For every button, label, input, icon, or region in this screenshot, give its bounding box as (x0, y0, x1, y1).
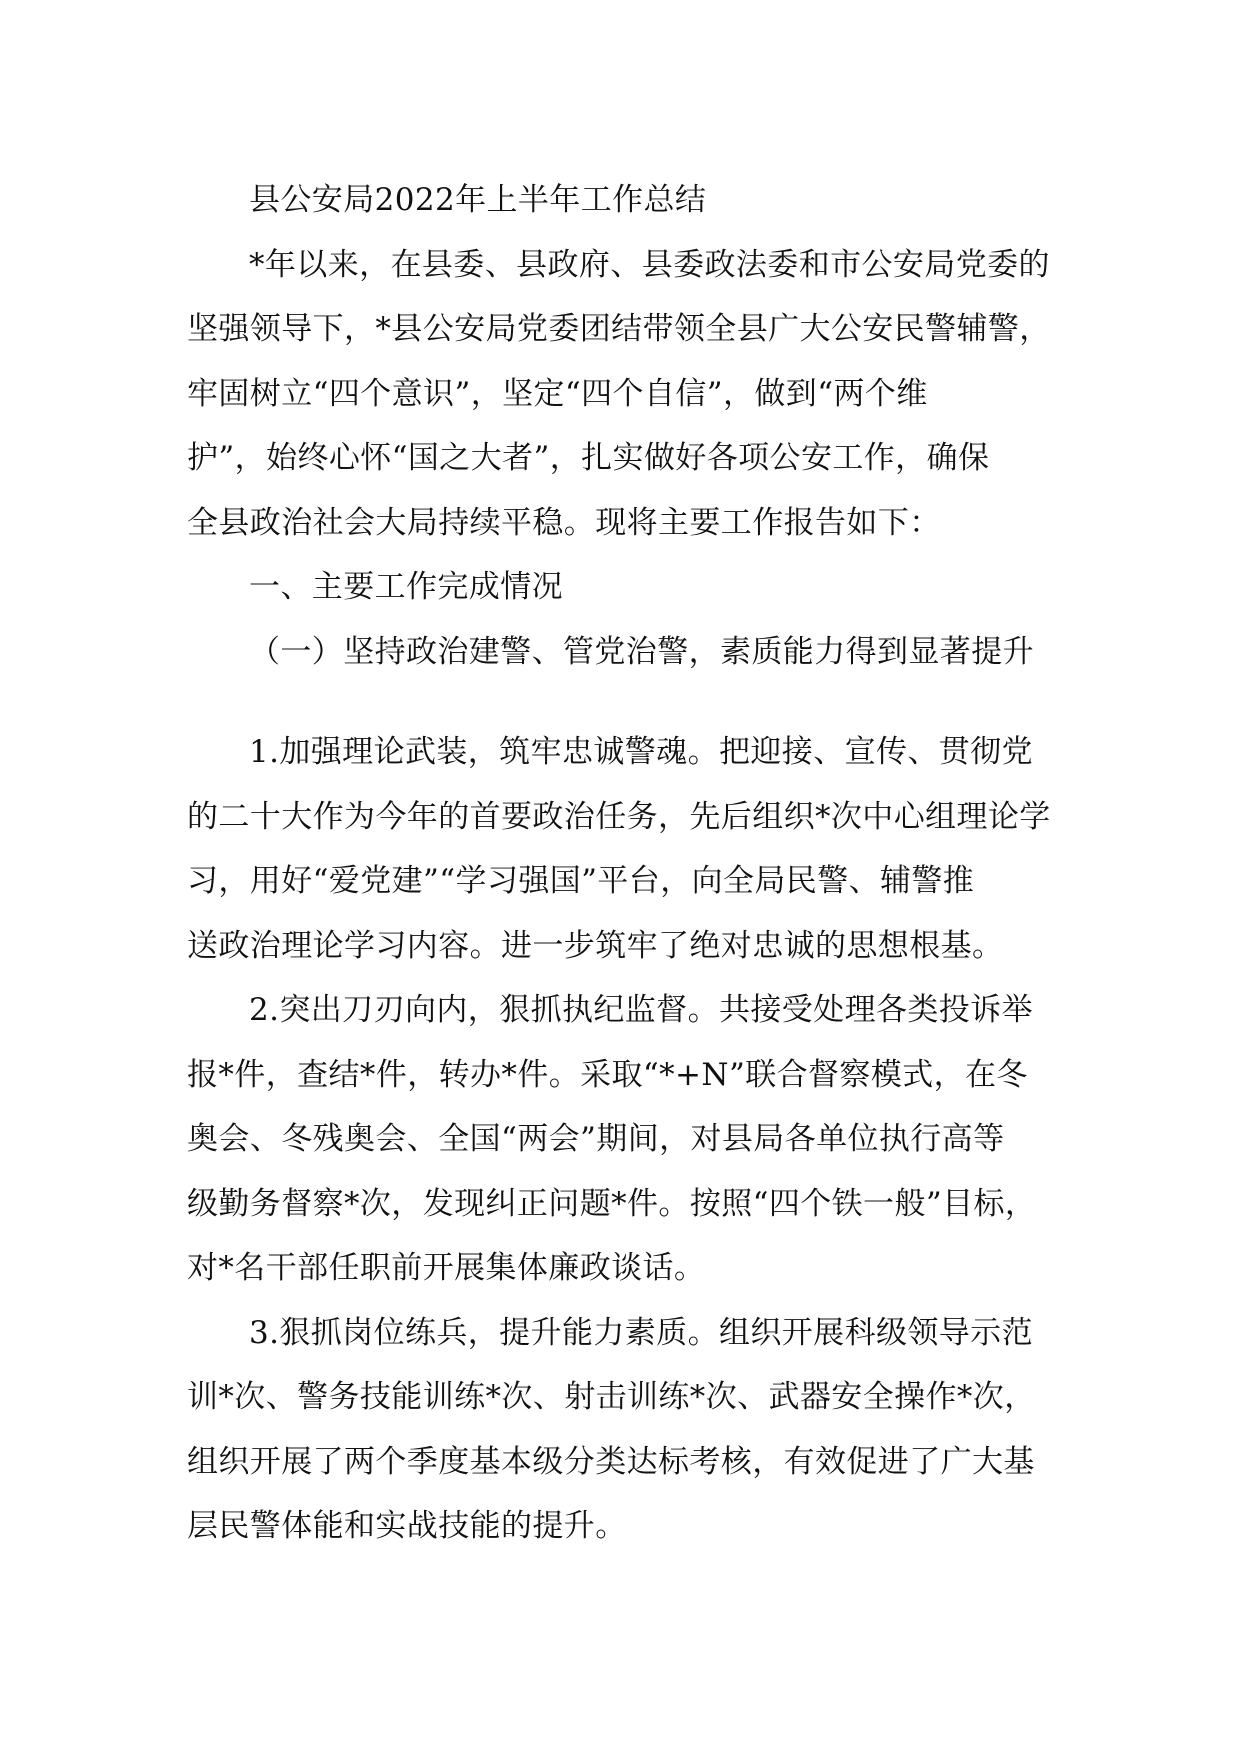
paragraph-line: 级勤务督察*次，发现纠正问题*件。按照“四个铁一般”目标， (187, 1185, 1037, 1222)
paragraph-line: 的二十大作为今年的首要政治任务，先后组织*次中心组理论学 (187, 798, 1051, 835)
paragraph-line: 报*件，查结*件，转办*件。采取“*+N”联合督察模式，在冬 (187, 1056, 1028, 1093)
section-heading: 一、主要工作完成情况 (249, 569, 563, 605)
paragraph-line: 护”，始终心怀“国之大者”，扎实做好各项公安工作，确保 (187, 440, 990, 476)
paragraph-line: 2.突出刀刃向内，狠抓执纪监督。共接受处理各类投诉举 (249, 992, 1033, 1028)
subsection-heading: （一）坚持政治建警、管党治警，素质能力得到显著提升 (249, 633, 1034, 670)
paragraph-line: 送政治理论学习内容。进一步筑牢了绝对忠诚的思想根基。 (187, 927, 1004, 964)
item-paragraph-1 (187, 720, 1055, 978)
paragraph-line: 组织开展了两个季度基本级分类达标考核，有效促进了广大基 (187, 1443, 1035, 1480)
paragraph-line: 坚强领导下，*县公安局党委团结带领全县广大公安民警辅警， (187, 311, 1051, 347)
intro-paragraph (187, 233, 1055, 556)
paragraph-line: 对*名干部任职前开展集体廉政谈话。 (187, 1250, 706, 1286)
paragraph-line: *年以来，在县委、县政府、县委政法委和市公安局党委的 (249, 246, 1050, 283)
paragraph-line: 奥会、冬残奥会、全国“两会”期间，对县局各单位执行高等 (187, 1121, 1005, 1157)
document-title: 县公安局2022年上半年工作总结 (249, 182, 707, 218)
document-body (187, 168, 1055, 1559)
paragraph-line: 1.加强理论武装，筑牢忠诚警魂。把迎接、宣传、贯彻党 (249, 734, 1033, 770)
paragraph-line: 全县政治社会大局持续平稳。现将主要工作报告如下： (187, 504, 941, 541)
item-paragraph-2 (187, 978, 1055, 1301)
paragraph-line: 牢固树立“四个意识”，坚定“四个自信”，做到“两个维 (187, 375, 928, 412)
item-paragraph-3 (187, 1301, 1055, 1559)
paragraph-line: 习，用好“爱党建”“学习强国”平台，向全局民警、辅警推 (187, 863, 975, 899)
paragraph-line: 3.狠抓岗位练兵，提升能力素质。组织开展科级领导示范 (249, 1314, 1033, 1351)
paragraph-line: 训*次、警务技能训练*次、射击训练*次、武器安全操作*次， (187, 1379, 1036, 1415)
paragraph-line: 层民警体能和实战技能的提升。 (187, 1508, 627, 1544)
